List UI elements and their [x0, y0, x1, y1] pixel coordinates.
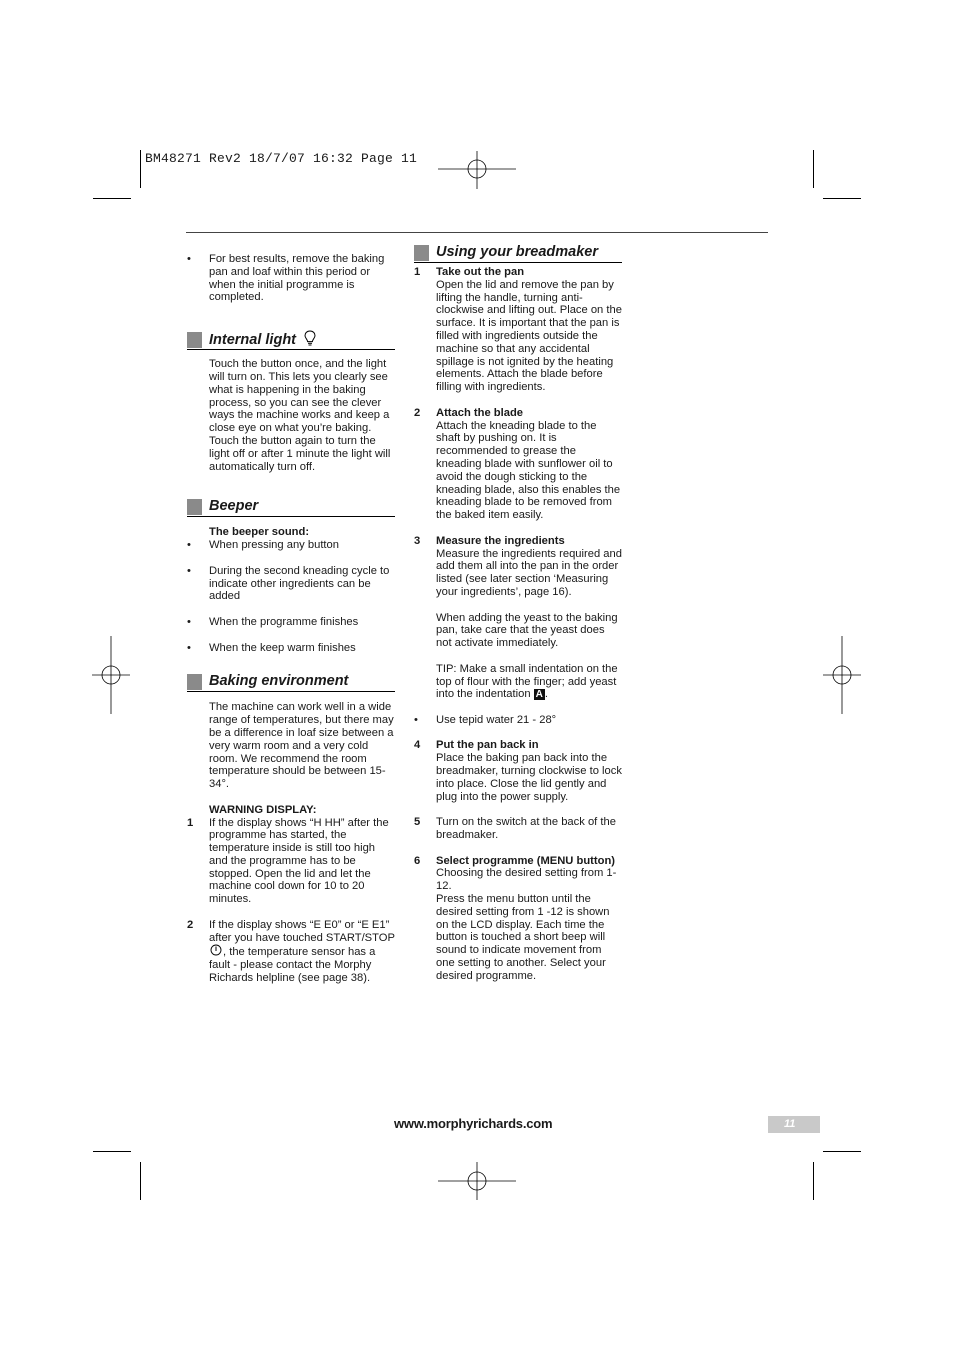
heading-square: [187, 499, 202, 515]
step-text: Attach the kneading blade to the shaft by pushing on. It is recommended to grease the kneading blade with sunflower oil to avoid the dough sticking to the kneading blade, also this enables the kneading blade to be removed from the baked item easily.: [436, 419, 621, 522]
step-text: Measure the ingredients required and add them all into the pan in the order listed (see later section ‘Measuring your ingredients’, page 16).: [436, 547, 622, 598]
step-text: Choosing the desired setting from 1-12.: [436, 867, 617, 893]
list-item: • Use tepid water 21 - 28°: [414, 713, 557, 726]
crop-mark: [823, 198, 861, 199]
indentation-marker: A: [535, 689, 543, 701]
heading-text: Beeper: [209, 498, 259, 515]
list-item: • During the second kneading cycle to indicate other ingredients can be added: [187, 564, 390, 603]
warning-display-head: WARNING DISPLAY:: [209, 803, 317, 816]
heading-text: Baking environment: [209, 673, 349, 690]
step-title: Put the pan back in: [436, 739, 539, 752]
lightbulb-icon: [304, 330, 316, 347]
step-text: Open the lid and remove the pan by lifting the handle, turning anti-clockwise and lifting out. Place on the surface. It is important that the pan is filled with ingredients outside the machine so that any accidental spillage is not ignited by the heating elements. Attach the blade before filling with ingredients.: [436, 278, 622, 394]
registration-mark-icon: [92, 636, 130, 714]
step-text: Press the menu button until the desired setting from 1 -12 is shown on the LCD display. Each time the button is touched a short beep will sound to indicate movement from one setting to another. Select your desired programme.: [436, 893, 610, 982]
crop-mark: [823, 1151, 861, 1152]
section-heading-using-breadmaker: [414, 243, 622, 263]
print-slug: BM48271 Rev2 18/7/07 16:32 Page 11: [145, 151, 418, 166]
step-5: 5 Turn on the switch at the back of the breadmaker.: [414, 816, 622, 842]
step-title: Take out the pan: [436, 266, 525, 278]
section-heading-baking-environment: [187, 672, 395, 692]
step-title: Attach the blade: [436, 406, 524, 419]
power-icon: [210, 944, 222, 956]
crop-mark: [93, 1151, 131, 1152]
crop-mark: [813, 150, 814, 188]
heading-text: Using your breadmaker: [436, 244, 598, 260]
step-4: 4 Put the pan back in Place the baking pan back into the breadmaker, turning clockwise to lock into place. Close the lid gently and plug into the power supply.: [414, 739, 622, 803]
registration-mark-icon: [438, 1162, 516, 1200]
internal-light-body: Touch the button once, and the light will turn on. This lets you clearly see what is happening in the baking process, so you can see the clever ways the machine works and keep a close eye on what you’re baking. Touch the button again to turn the light off or after 1 minute the light will automatically turn off.: [209, 358, 391, 473]
step-6: 6 Select programme (MENU button) Choosing the desired setting from 1-12. Press the menu button until the desired setting from 1 -12 is shown on the LCD display. Each time the button is touched a short beep will sound to indicate movement from one setting to another. Select your desired programme.: [414, 855, 622, 983]
crop-mark: [813, 1162, 814, 1200]
list-item: • When the keep warm finishes: [187, 641, 356, 654]
crop-mark: [140, 1162, 141, 1200]
list-item: • For best results, remove the baking pan and loaf within this period or when the initial programme is completed.: [187, 253, 385, 304]
crop-mark: [140, 150, 141, 188]
step-1: 1 Take out the pan Open the lid and remove the pan by lifting the handle, turning anti-clockwise and lifting out. Place on the surface. It is important that the pan is filled with ingredients outside the machine so that any accidental spillage is not ignited by the heating elements. Attach the blade before filling with ingredients.: [414, 266, 622, 394]
section-heading-beeper: [187, 497, 395, 517]
step-text: Turn on the switch at the back of the breadmaker.: [436, 816, 616, 842]
list-item: 2 If the display shows “E E0” or “E E1” after you have touched START/STOP, the temperature sensor has a fault - please contact the Morphy Richards helpline (see page 38).: [187, 918, 395, 985]
section-heading-internal-light: [187, 330, 395, 350]
page-number-box: [768, 1116, 820, 1133]
header-rule: [186, 232, 768, 233]
step-text: Place the baking pan back into the breadmaker, turning clockwise to lock into place. Close the lid gently and plug into the power supply.: [436, 752, 622, 803]
heading-square: [187, 332, 202, 348]
list-item: • When pressing any button: [187, 539, 339, 552]
registration-mark-icon: [438, 151, 516, 189]
heading-text: Internal light: [209, 332, 296, 349]
step-tip: TIP: Make a small indentation on the top of flour with the finger; add yeast into the indentation A .: [436, 662, 618, 701]
right-column: [414, 243, 622, 983]
list-item: • When the programme finishes: [187, 615, 359, 628]
left-column: [187, 253, 395, 985]
step-title: Select programme (MENU button): [436, 854, 616, 867]
heading-square: [414, 245, 429, 261]
crop-mark: [93, 198, 131, 199]
step-text: When adding the yeast to the baking pan, take care that the yeast does not activate immediately.: [436, 611, 618, 650]
list-item: 1 If the display shows “H HH” after the programme has started, the temperature inside is still too high and the programme has to be stopped. Open the lid and let the machine cool down for 10 to 20 minutes.: [187, 816, 389, 906]
step-title: Measure the ingredients: [436, 534, 565, 547]
page-number: 11: [784, 1118, 796, 1130]
step-3: 3 Measure the ingredients Measure the ingredients required and add them all into the pan in the order listed (see later section ‘Measuring your ingredients’, page 16). When adding the yeast to the baking pan, take care that the yeast does not activate immediately. TIP: Make a small indentation on the top of flour with the finger; add yeast into the indentation A .: [414, 534, 622, 701]
baking-environment-body: The machine can work well in a wide range of temperatures, but there may be a difference in loaf size between a very warm room and a very cold room. We recommend the room temperature should be between 15-34°.: [209, 701, 394, 791]
registration-mark-icon: [823, 636, 861, 714]
step-2: 2 Attach the blade Attach the kneading blade to the shaft by pushing on. It is recommended to grease the kneading blade with sunflower oil to avoid the dough sticking to the kneading blade, also this enables the kneading blade to be removed from the baked item easily.: [414, 406, 621, 522]
heading-square: [187, 674, 202, 690]
footer-url[interactable]: www.morphyrichards.com: [394, 1116, 553, 1131]
beeper-subhead: The beeper sound:: [209, 526, 310, 539]
